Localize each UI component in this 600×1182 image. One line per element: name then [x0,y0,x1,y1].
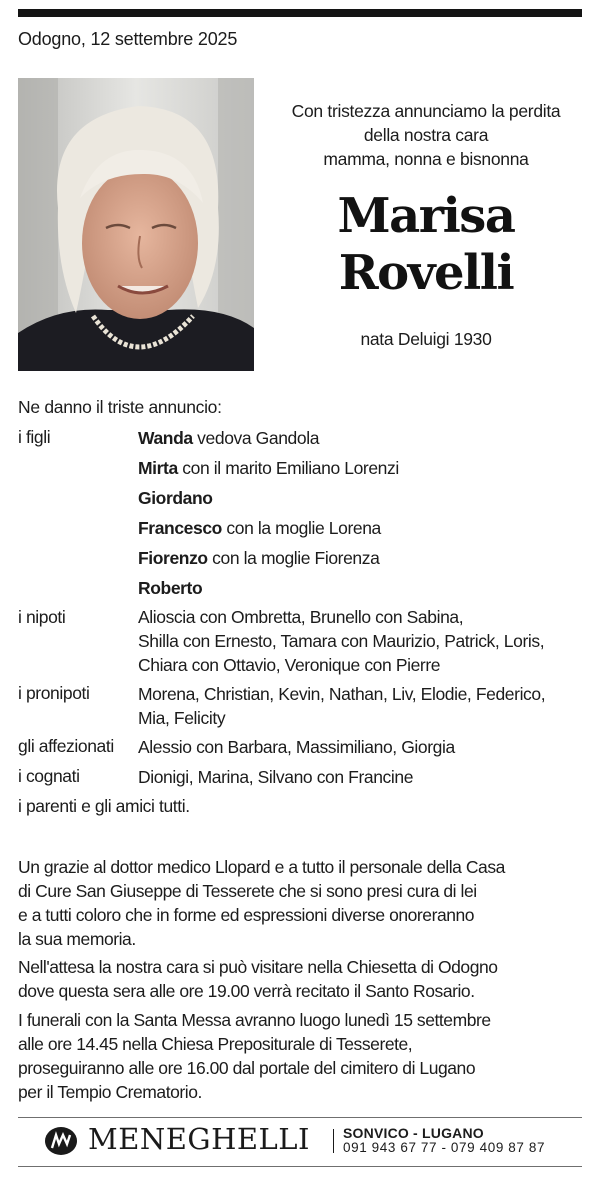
notice-date: Odogno, 12 settembre 2025 [18,29,238,49]
figlio-entry [138,486,213,510]
deceased-name [270,188,582,302]
announcement-title: Ne danno il triste annuncio: [18,397,222,417]
relation-label-affezionati: gli affezionati [18,736,114,756]
intro-line: Con tristezza annunciamo la perdita [291,101,561,121]
relation-label-cognati: i cognati [18,766,80,786]
nipoti-line: Chiara con Ottavio, Veronique con Pierre [138,655,441,675]
paragraph-line: per il Tempio Crematorio. [18,1082,202,1102]
footer-phones: 091 943 67 77 - 079 409 87 87 [343,1140,546,1155]
last-name: Rovelli [338,245,514,301]
figlio-entry [138,546,379,570]
footer-rule-top [18,1117,582,1118]
footer-rule-bottom [18,1166,582,1167]
paragraph-line: I funerali con la Santa Messa avranno luogo lunedì 15 settembre [18,1010,491,1030]
figlio-detail: con la moglie Fiorenza [207,548,380,568]
cognati-line: Dionigi, Marina, Silvano con Francine [138,767,414,787]
pronipoti-line: Morena, Christian, Kevin, Nathan, Liv, Elodie, Federico, [138,684,546,704]
paragraph-line: alle ore 14.45 nella Chiesa Prepositurale di Tesserete, [18,1034,413,1054]
brand-name: MENEGHELLI [88,1122,311,1156]
figlio-entry [138,516,381,540]
figlio-name: Giordano [138,488,213,508]
nipoti-line: Alioscia con Ombretta, Brunello con Sabina, [138,607,464,627]
pronipoti-line: Mia, Felicity [138,708,226,728]
paragraph-line: Nell'attesa la nostra cara si può visitare nella Chiesetta di Odogno [18,957,498,977]
top-rule [18,9,582,17]
paragraph-line: proseguiranno alle ore 16.00 dal portale del cimitero di Lugano [18,1058,476,1078]
visitation-paragraph [18,955,588,1003]
paragraph-line: Un grazie al dottor medico Llopard e a tutto il personale della Casa [18,857,505,877]
intro-line: della nostra cara [363,125,489,145]
figlio-detail: vedova Gandola [192,428,320,448]
relation-label-nipoti: i nipoti [18,607,66,627]
cognati-list [138,765,413,789]
pronipoti-list [138,682,545,730]
nipoti-list [138,605,544,677]
figlio-detail: con il marito Emiliano Lorenzi [177,458,399,478]
figlio-name: Francesco [138,518,222,538]
figlio-detail: con la moglie Lorena [221,518,381,538]
paragraph-line: e a tutti coloro che in forme ed espressioni diverse onoreranno [18,905,475,925]
figlio-entry [138,456,399,480]
thanks-paragraph [18,855,588,951]
funeral-paragraph [18,1008,588,1104]
figlio-name: Wanda [138,428,193,448]
closing-line: i parenti e gli amici tutti. [18,796,190,816]
figlio-name: Fiorenzo [138,548,208,568]
paragraph-line: la sua memoria. [18,929,136,949]
first-name: Marisa [337,188,515,244]
birth-info: nata Deluigi 1930 [360,329,492,349]
nipoti-line: Shilla con Ernesto, Tamara con Maurizio, Patrick, Loris, [138,631,545,651]
relation-label-pronipoti: i pronipoti [18,683,90,703]
meneghelli-logo-icon [44,1126,78,1156]
footer-separator [333,1129,334,1153]
intro-line: mamma, nonna e bisnonna [323,149,529,169]
footer-locations: SONVICO - LUGANO [343,1125,484,1141]
figlio-entry [138,426,319,450]
figlio-name: Roberto [138,578,203,598]
affezionati-line: Alessio con Barbara, Massimiliano, Giorgia [138,737,455,757]
figlio-entry [138,576,202,600]
affezionati-list [138,735,455,759]
relation-label-figli: i figli [18,427,51,447]
figlio-name: Mirta [138,458,178,478]
paragraph-line: di Cure San Giuseppe di Tesserete che si sono presi cura di lei [18,881,477,901]
paragraph-line: dove questa sera alle ore 19.00 verrà recitato il Santo Rosario. [18,981,475,1001]
portrait-photo [18,78,254,371]
intro-text [270,99,582,171]
